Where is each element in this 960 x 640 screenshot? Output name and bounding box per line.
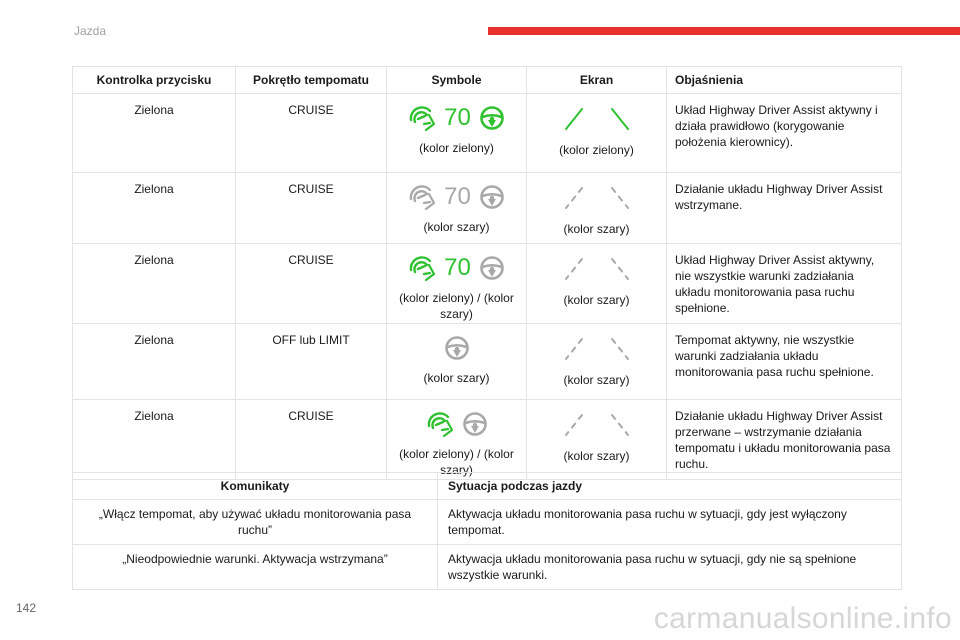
- messages-table-header: [73, 473, 902, 500]
- screen-caption: (kolor szary): [563, 293, 630, 307]
- symbol-cell: [387, 324, 527, 400]
- speed-value: 70: [444, 104, 471, 131]
- button-light-cell: Zielona: [73, 324, 236, 400]
- speed-value: 70: [444, 254, 471, 281]
- header-screen: Ekran: [527, 67, 667, 94]
- lane-line-right-icon: [608, 412, 632, 438]
- explanation-cell: Działanie układu Highway Driver Assist przerwane – wstrzymanie działania tempomatu i układu monitorowania pasa ruchu.: [667, 400, 902, 480]
- table-row: [73, 500, 902, 545]
- speed-value: 70: [444, 183, 471, 210]
- lane-line-right-icon: [608, 336, 632, 362]
- watermark: carmanualsonline.info: [653, 602, 952, 635]
- button-light-cell: Zielona: [73, 400, 236, 480]
- table-row: [73, 400, 902, 480]
- knob-cell: CRUISE: [236, 244, 387, 324]
- lane-line-left-icon: [562, 336, 586, 362]
- message-cell: „Nieodpowiednie warunki. Aktywacja wstrzymana”: [73, 545, 438, 590]
- screen-cell: [527, 94, 667, 173]
- button-light-cell: Zielona: [73, 173, 236, 244]
- messages-table: [72, 472, 902, 590]
- lane-line-right-icon: [608, 106, 632, 132]
- steering-wheel-icon: [479, 255, 505, 281]
- symbol-cell: [387, 94, 527, 173]
- screen-cell: [527, 324, 667, 400]
- table-row: [73, 545, 902, 590]
- explanation-cell: Układ Highway Driver Assist aktywny, nie wszystkie warunki zadziałania układu monitorowania pasa ruchu spełnione.: [667, 244, 902, 324]
- symbol-cell: [387, 244, 527, 324]
- symbol-caption: (kolor zielony) / (kolor szary): [399, 447, 514, 477]
- table-row: [73, 94, 902, 173]
- knob-cell: CRUISE: [236, 94, 387, 173]
- header-cruise-knob: Pokrętło tempomatu: [236, 67, 387, 94]
- situation-cell: Aktywacja układu monitorowania pasa ruchu w sytuacji, gdy nie są spełnione wszystkie warunki.: [438, 545, 902, 590]
- screen-caption: (kolor szary): [563, 222, 630, 236]
- explanation-cell: Tempomat aktywny, nie wszystkie warunki zadziałania układu monitorowania pasa ruchu spełnione.: [667, 324, 902, 400]
- symbol-caption: (kolor zielony) / (kolor szary): [399, 291, 514, 321]
- header-messages: Komunikaty: [73, 473, 438, 500]
- steering-wheel-icon: [479, 105, 505, 131]
- screen-caption: (kolor szary): [563, 373, 630, 387]
- explanation-cell: Układ Highway Driver Assist aktywny i działa prawidłowo (korygowanie położenia kierownicy).: [667, 94, 902, 173]
- cruise-control-icon: [426, 411, 454, 437]
- screen-caption: (kolor zielony): [559, 143, 634, 157]
- screen-cell: [527, 400, 667, 480]
- screen-cell: [527, 173, 667, 244]
- message-cell: „Włącz tempomat, aby używać układu monitorowania pasa ruchu”: [73, 500, 438, 545]
- knob-cell: CRUISE: [236, 173, 387, 244]
- page-number: 142: [16, 601, 37, 615]
- knob-cell: OFF lub LIMIT: [236, 324, 387, 400]
- lane-line-right-icon: [608, 185, 632, 211]
- situation-cell: Aktywacja układu monitorowania pasa ruchu w sytuacji, gdy jest wyłączony tempomat.: [438, 500, 902, 545]
- knob-cell: CRUISE: [236, 400, 387, 480]
- header-explanation: Objaśnienia: [675, 73, 744, 87]
- steering-wheel-icon: [462, 411, 488, 437]
- explanation-cell: Działanie układu Highway Driver Assist wstrzymane.: [667, 173, 902, 244]
- screen-caption: (kolor szary): [563, 449, 630, 463]
- section-title: Jazda: [74, 24, 107, 38]
- button-light-cell: Zielona: [73, 244, 236, 324]
- table-row: [73, 173, 902, 244]
- cruise-control-icon: [408, 105, 436, 131]
- symbol-caption: (kolor zielony): [419, 141, 494, 155]
- header-driving-situation: Sytuacja podczas jazdy: [448, 479, 583, 493]
- symbol-caption: (kolor szary): [423, 220, 490, 234]
- symbol-caption: (kolor szary): [423, 371, 490, 385]
- button-light-cell: Zielona: [73, 94, 236, 173]
- lane-line-left-icon: [562, 412, 586, 438]
- screen-cell: [527, 244, 667, 324]
- lane-line-left-icon: [562, 256, 586, 282]
- header-accent-bar: [488, 27, 960, 35]
- cruise-control-icon: [408, 184, 436, 210]
- status-table: [72, 66, 902, 480]
- cruise-control-icon: [408, 255, 436, 281]
- steering-wheel-icon: [479, 184, 505, 210]
- symbol-cell: [387, 173, 527, 244]
- table-row: [73, 324, 902, 400]
- steering-wheel-icon: [444, 335, 470, 361]
- lane-line-left-icon: [562, 106, 586, 132]
- lane-line-left-icon: [562, 185, 586, 211]
- table-row: [73, 244, 902, 324]
- lane-line-right-icon: [608, 256, 632, 282]
- status-table-header: [73, 67, 902, 94]
- header-button-light: Kontrolka przycisku: [73, 67, 236, 94]
- symbol-cell: [387, 400, 527, 480]
- header-symbols: Symbole: [387, 67, 527, 94]
